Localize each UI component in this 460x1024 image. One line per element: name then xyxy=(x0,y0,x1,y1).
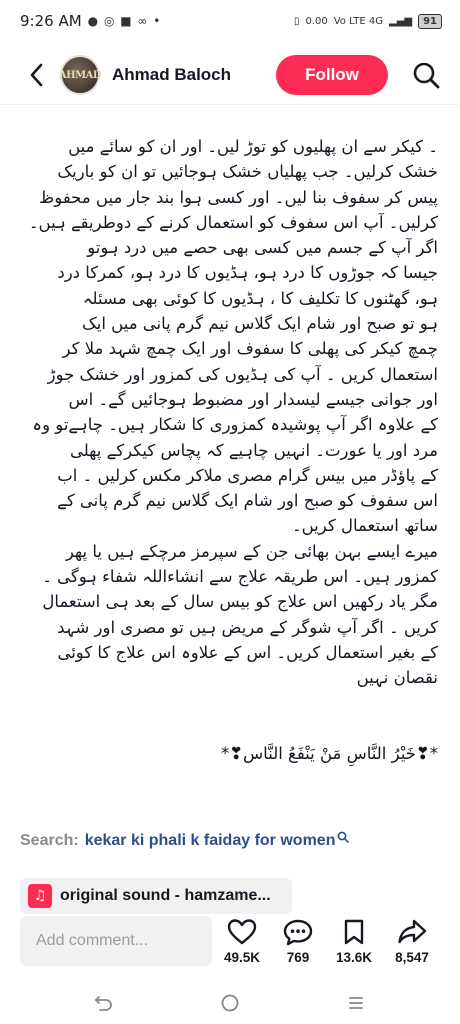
share-arrow-icon xyxy=(397,918,427,946)
caption-line: خشک کرلیں۔ جب پھلیاں خشک ہوجائیں تو ان کو باریک xyxy=(57,162,438,182)
home-circle-icon xyxy=(220,993,240,1013)
heart-icon xyxy=(227,918,257,946)
caption-line: مگر یاد رکھیں اس علاج کو بیس سال کے بعد ہی استعمال xyxy=(42,592,438,612)
network-label: Vo LTE 4G xyxy=(333,15,383,27)
caption-line: کریں ۔ اگر آپ شوگر کے مریض ہیں تو مصری اور شہد xyxy=(57,617,438,637)
share-button[interactable] xyxy=(384,918,440,965)
status-time: 9:26 AM xyxy=(20,12,82,30)
search-icon xyxy=(412,61,440,89)
status-bar xyxy=(0,0,460,42)
battery-icon: 91 xyxy=(418,14,442,29)
search-suggestion[interactable] xyxy=(20,832,349,850)
caption-line: اگر آپ کے جسم میں کسی بھی حصے میں درد ہوتو xyxy=(87,238,438,258)
video-caption xyxy=(20,134,438,766)
status-left xyxy=(20,12,161,30)
caption-spacer xyxy=(20,691,438,741)
status-right xyxy=(294,14,442,29)
search-small-icon xyxy=(337,831,349,843)
search-label: Search: xyxy=(20,832,79,849)
search-query-link[interactable]: kekar ki phali k faiday for women xyxy=(84,832,336,849)
menu-lines-icon xyxy=(346,993,366,1013)
music-note-icon: ♫ xyxy=(28,884,52,908)
caption-line: اور جوانی جیسے لیسدار اور مضبوط ہوجائیں گے۔ اس xyxy=(68,389,438,409)
caption-line: کے پاؤڈر میں بیس گرام مصری ملاکر مکس کرلیں ۔ اب xyxy=(57,465,438,485)
caption-line: کرلیں۔ آپ اس سفوف کو استعمال کرنے کے دوطریقے ہیں۔ xyxy=(28,212,438,232)
header-divider xyxy=(0,104,460,105)
caption-line: ہو، گھٹنوں کا تکلیف کا ، ہڈیوں کا کوئی بھی مسئلہ xyxy=(82,288,438,308)
back-arrow-icon xyxy=(94,993,114,1013)
comment-input[interactable] xyxy=(20,916,212,966)
bottom-action-bar xyxy=(20,916,445,972)
nav-back-button[interactable] xyxy=(89,988,119,1018)
caption-line: استعمال کریں ۔ آپ کی ہڈیوں کی کمزور اور خشک جوڑ xyxy=(47,364,438,384)
signal-icon: ▂▄▆ xyxy=(389,15,413,27)
caption-line: کے علاوہ اگر آپ پوشیدہ کمزوری کا شکار ہیں۔ چاہےتو وہ xyxy=(32,415,438,435)
caption-line: ۔ کیکر سے ان پھلیوں کو توڑ لیں۔ اور ان کو سائے میں xyxy=(68,137,438,156)
sound-label: original sound - hamzame... xyxy=(60,887,271,904)
nav-recents-button[interactable] xyxy=(341,988,371,1018)
username[interactable]: Ahmad Baloch xyxy=(112,65,232,84)
notification-icons: ● ◎ ■ ∞ • xyxy=(87,14,162,28)
vibrate-icon: ▯ xyxy=(293,15,300,27)
caption-line: چمچ کیکر کی پھلی کا سفوف اور ایک چمچ شہد ملا کر xyxy=(62,339,438,359)
caption-line: میرے ایسے بہن بھائی جن کے سپرمز مرچکے ہیں یا پھر xyxy=(65,541,438,561)
back-button[interactable] xyxy=(20,55,52,95)
profile-header xyxy=(0,44,460,106)
caption-line: جیسا کہ جوڑوں کا درد ہو، ہڈیوں کا درد ہو، کمرکا درد xyxy=(57,263,438,283)
comment-button[interactable] xyxy=(270,918,326,965)
comment-count: 769 xyxy=(286,950,310,965)
save-button[interactable] xyxy=(326,918,382,965)
caption-line: ساتھ استعمال کریں۔ xyxy=(291,516,438,536)
caption-line: مرد اور یا عورت۔ انہیں چاہیے کہ پچاس کیکرکے پھلی xyxy=(69,440,438,460)
bookmark-icon xyxy=(341,918,367,946)
caption-line: ہو تو صبح اور شام ایک گلاس نیم گرم پانی میں ایک xyxy=(81,314,438,334)
caption-line: کے بغیر استعمال کریں۔ اس کے علاوہ اس علاج کا کوئی xyxy=(57,642,438,662)
caption-line: اس سفوف کو صبح اور شام ایک گلاس نیم گرم پانی کے xyxy=(57,491,438,511)
follow-button[interactable]: Follow xyxy=(276,55,388,95)
system-nav-bar xyxy=(0,982,460,1024)
save-count: 13.6K xyxy=(335,950,373,965)
caption-closing: *❣خَيْرُ النَّاسِ مَنْ يَنْفَعُ النَّاس❣* xyxy=(220,743,438,763)
comment-bubble-icon xyxy=(283,918,313,946)
like-button[interactable] xyxy=(214,918,270,965)
caption-line: نقصان نہیں xyxy=(356,668,438,688)
sound-chip[interactable] xyxy=(20,878,292,914)
search-button[interactable] xyxy=(406,55,446,95)
chevron-left-icon xyxy=(29,63,43,87)
like-count: 49.5K xyxy=(223,950,261,965)
share-count: 8,547 xyxy=(395,950,429,965)
caption-line: پیس کر سفوف بنا لیں۔ اور کسی ہوا بند جار میں محفوظ xyxy=(39,187,438,207)
net-speed: 0.00 xyxy=(305,15,328,27)
nav-home-button[interactable] xyxy=(215,988,245,1018)
caption-line: کمزور ہیں۔ اس طریقہ علاج سے انشاءاللہ شفاء ہوگی ۔ xyxy=(42,567,438,587)
avatar[interactable]: AHMAD xyxy=(60,55,100,95)
